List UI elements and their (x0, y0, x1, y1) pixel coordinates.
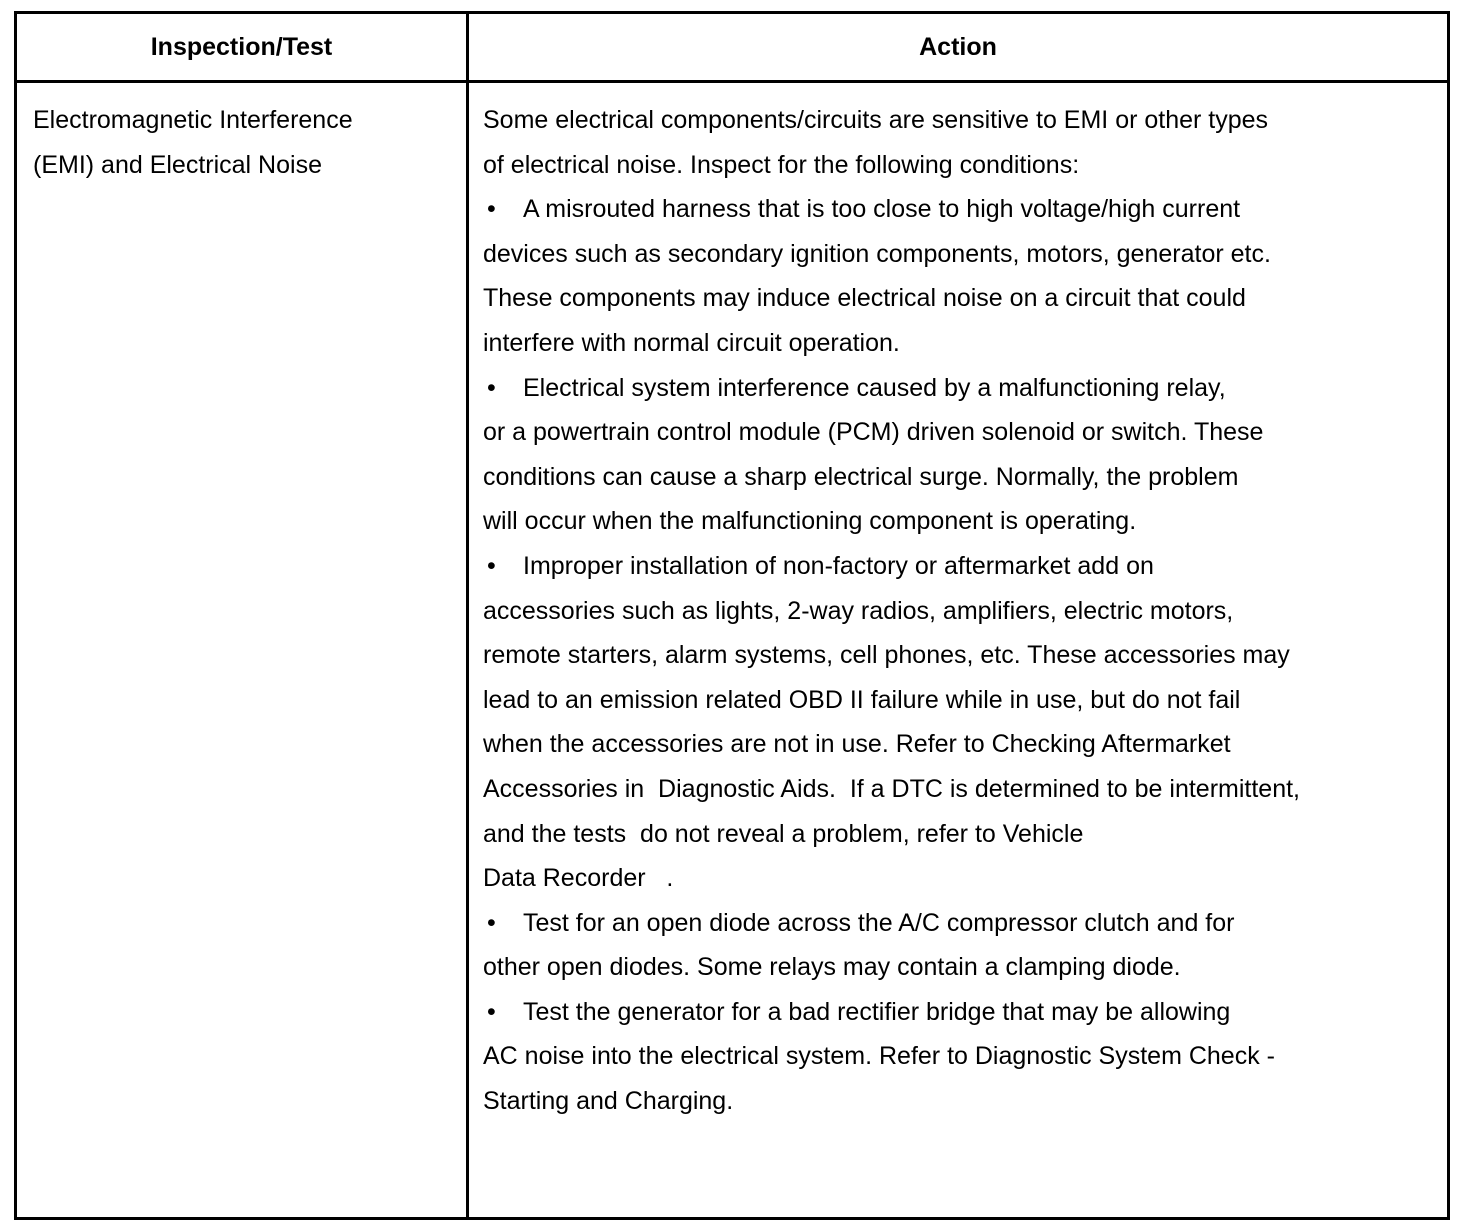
bullet-icon: • (487, 997, 496, 1026)
action-line (483, 276, 1443, 321)
action-text: Test for an open diode across the A/C compressor clutch and for (523, 908, 1235, 937)
action-text: accessories such as lights, 2-way radios, amplifiers, electric motors, (483, 596, 1234, 625)
action-bullet-line (483, 544, 1443, 589)
inspection-action-table (14, 11, 1450, 1220)
action-cell (483, 98, 1443, 1124)
action-text: other open diodes. Some relays may contain a clamping diode. (483, 953, 1181, 982)
action-line (483, 767, 1443, 812)
action-line (483, 589, 1443, 634)
bullet-icon: • (487, 373, 496, 402)
inspection-line: (EMI) and Electrical Noise (33, 150, 322, 179)
action-text: of electrical noise. Inspect for the following conditions: (483, 150, 1080, 179)
action-text: A misrouted harness that is too close to high voltage/high current (523, 195, 1241, 224)
action-line (483, 633, 1443, 678)
action-text: Starting and Charging. (483, 1087, 734, 1116)
action-text: lead to an emission related OBD II failure while in use, but do not fail (483, 685, 1241, 714)
action-line (483, 1034, 1443, 1079)
bullet-icon: • (487, 908, 496, 937)
action-line (483, 143, 1443, 188)
action-text: interfere with normal circuit operation. (483, 328, 900, 357)
action-text: Accessories in Diagnostic Aids. If a DTC is determined to be intermittent, (483, 774, 1301, 803)
bullet-icon: • (487, 551, 496, 580)
action-text: AC noise into the electrical system. Refer to Diagnostic System Check - (483, 1042, 1275, 1071)
action-line (483, 1079, 1443, 1124)
action-text: Electrical system interference caused by a malfunctioning relay, (523, 373, 1226, 402)
header-action: Action (919, 33, 997, 61)
action-line (483, 812, 1443, 857)
action-text: Some electrical components/circuits are sensitive to EMI or other types (483, 106, 1269, 134)
action-text: and the tests do not reveal a problem, refer to Vehicle (483, 819, 1084, 848)
header-inspection-test: Inspection/Test (150, 33, 333, 61)
column-divider (466, 14, 469, 1217)
inspection-line: Electromagnetic Interference (33, 106, 353, 134)
action-bullet-line (483, 187, 1443, 232)
action-line (483, 321, 1443, 366)
action-line (483, 98, 1443, 143)
action-text: Improper installation of non-factory or aftermarket add on (523, 551, 1154, 580)
action-text: Data Recorder . (483, 864, 674, 893)
action-line (483, 455, 1443, 500)
action-line (483, 945, 1443, 990)
action-text: will occur when the malfunctioning component is operating. (483, 507, 1137, 536)
action-line (483, 856, 1443, 901)
action-text: or a powertrain control module (PCM) driven solenoid or switch. These (483, 418, 1264, 447)
action-text: These components may induce electrical noise on a circuit that could (483, 284, 1246, 313)
action-line (483, 232, 1443, 277)
action-line (483, 410, 1443, 455)
action-line (483, 499, 1443, 544)
action-line (483, 722, 1443, 767)
bullet-icon: • (487, 195, 496, 224)
inspection-cell (33, 98, 453, 187)
action-text: Test the generator for a bad rectifier bridge that may be allowing (523, 997, 1231, 1026)
header-divider (17, 80, 1447, 83)
action-bullet-line (483, 366, 1443, 411)
action-text: when the accessories are not in use. Refer to Checking Aftermarket (483, 730, 1231, 759)
action-text: remote starters, alarm systems, cell phones, etc. These accessories may (483, 641, 1290, 670)
action-bullet-line (483, 990, 1443, 1035)
action-text: conditions can cause a sharp electrical surge. Normally, the problem (483, 462, 1239, 491)
action-bullet-line (483, 901, 1443, 946)
action-line (483, 678, 1443, 723)
action-text: devices such as secondary ignition components, motors, generator etc. (483, 239, 1271, 268)
